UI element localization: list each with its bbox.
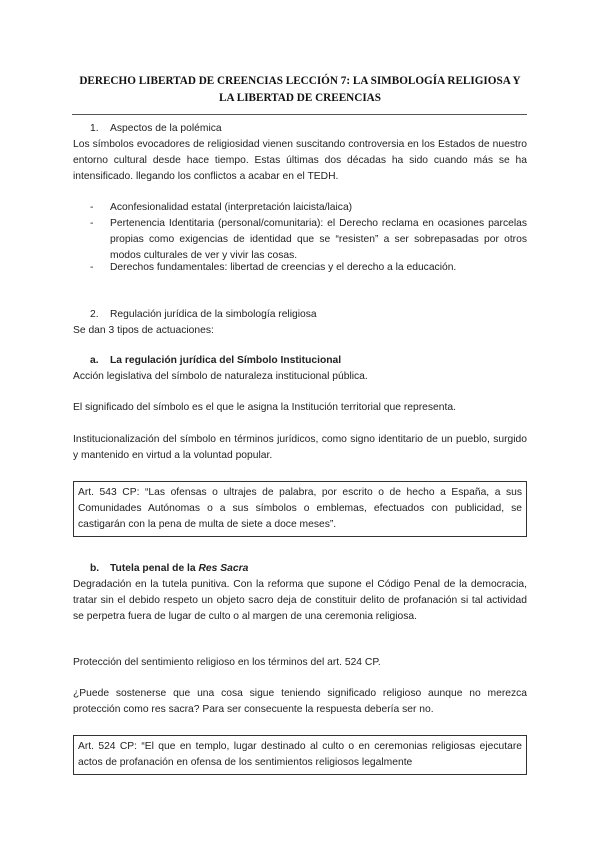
section-2-heading (73, 307, 527, 323)
article-543-quote-box: Art. 543 CP: “Las ofensas o ultrajes de palabra, por escrito o de hecho a España, a sus Comunidades Autónomas o a sus símbolos o emblemas, efectuados con publicidad, se castigarán con la pena de multa de siete a doce meses”. (73, 481, 527, 537)
bullet-marker: - (90, 262, 94, 273)
bullet-marker: - (90, 202, 94, 213)
section-number: 2. (90, 309, 99, 320)
section-2-intro: Se dan 3 tipos de actuaciones: (73, 325, 214, 336)
article-524-quote-box: Art. 524 CP: “El que en templo, lugar destinado al culto o en ceremonias religiosas ejecutare actos de profanación en ofensa de los sentimientos religiosos legalmente (73, 735, 527, 775)
subsection-label: a. (90, 355, 99, 366)
subsection-title: La regulación jurídica del Símbolo Institucional (110, 355, 342, 366)
subsection-b-p3: ¿Puede sostenerse que una cosa sigue teniendo significado religioso aunque no merezca protección como res sacra? Para ser consecuente la respuesta debería ser no. (73, 688, 527, 715)
section-title: Aspectos de la polémica (110, 123, 222, 134)
subsection-a-heading (90, 353, 342, 369)
subsection-title-italic: Res Sacra (198, 563, 249, 574)
document-title: DERECHO LIBERTAD DE CREENCIAS LECCIÓN 7: LA SIMBOLOGÍA RELIGIOSA Y LA LIBERTAD DE CREENCIAS (79, 75, 521, 104)
subsection-b-p2: Protección del sentimiento religioso en los términos del art. 524 CP. (73, 657, 381, 668)
subsection-title (110, 561, 248, 577)
subsection-a-p2: El significado del símbolo es el que le asigna la Institución territorial que representa. (73, 402, 456, 413)
section-number: 1. (90, 123, 99, 134)
bullet-marker: - (90, 218, 94, 229)
subsection-a-p3: Institucionalización del símbolo en términos jurídicos, como signo identitario de un pueblo, surgido y mantenido en virtud a la voluntad popular. (73, 434, 527, 461)
subsection-title-prefix: Tutela penal de la (110, 563, 199, 574)
section-title: Regulación jurídica de la simbología religiosa (110, 309, 317, 320)
section-1-paragraph: Los símbolos evocadores de religiosidad vienen suscitando controversia en los Estados de nuestro entorno cultural desde hace tiempo. Estas últimas dos décadas ha sido cuando más se ha intensificado. llegando los conflictos a acabar en el TEDH. (73, 139, 527, 182)
subsection-label: b. (90, 563, 100, 574)
bullet-text: Pertenencia Identitaria (personal/comunitaria): el Derecho reclama en ocasiones parcelas propias como exigencias de identidad que se “resisten” a ser sobrepasadas por otros modos culturales de ver y vivir las cosas. (110, 218, 527, 261)
title-divider (72, 114, 527, 115)
bullet-text: Aconfesionalidad estatal (interpretación laicista/laica) (110, 202, 353, 213)
section-1-heading (73, 121, 527, 137)
subsection-b-p1: Degradación en la tutela punitiva. Con la reforma que supone el Código Penal de la democracia, tratar sin el debido respeto un objeto sacro deja de constituir delito de profanación si tal actividad se perpetra fuera de lugar de culto o al margen de una ceremonia religiosa. (73, 579, 527, 622)
bullet-text: Derechos fundamentales: libertad de creencias y el derecho a la educación. (110, 262, 457, 273)
subsection-a-p1: Acción legislativa del símbolo de naturaleza institucional pública. (73, 371, 368, 382)
subsection-b-heading (90, 561, 249, 577)
